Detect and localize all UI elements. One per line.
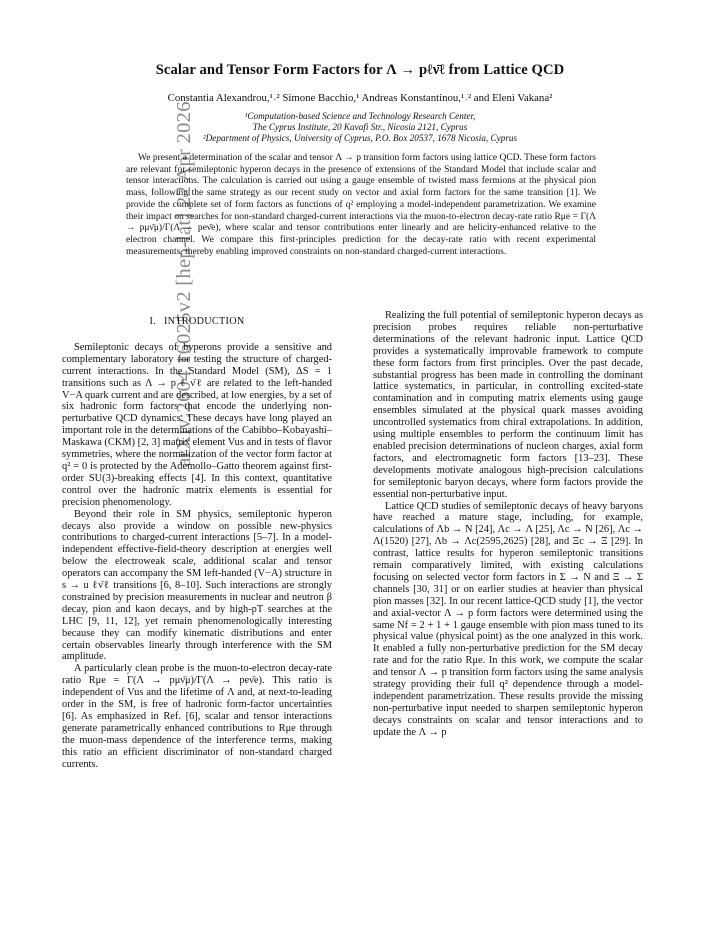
affiliation-line-1: ¹Computation-based Science and Technology Research Center, (244, 111, 476, 121)
section-heading (62, 316, 332, 328)
paper-title: Scalar and Tensor Form Factors for Λ → pℓν̄ℓ from Lattice QCD (155, 62, 565, 78)
author-list: Constantia Alexandrou,¹˒² Simone Bacchio,¹ Andreas Konstantinou,¹˒² and Eleni Vakana² (167, 92, 553, 104)
section-number: I. (149, 316, 156, 327)
arxiv-side-stamp (2, 101, 195, 622)
arxiv-identifier: arXiv:2604.16025v2 [hep-lat] 22 Apr 2026 (173, 101, 195, 467)
paragraph: Beyond their role in SM physics, semileptonic hyperon decays also provide a window on possible new-physics contributions to charged-current interactions [5–7]. In a model-independent effective-field-theory description at energies well below the electroweak scale, additional scalar and tensor operators can accompany the SM left-handed (V−A) structure in s → u ℓν̄ℓ transitions [6, 8–10]. Such interactions are strongly constrained by precision measurements in nuclear and neutron β decay, pion and kaon decays, and by high-pT searches at the LHC [9, 11, 12], yet remain phenomenologically interesting because they can modify kinematic distributions and enter certain observables linearly through interference with the SM amplitude. (62, 508, 332, 663)
left-column (62, 316, 332, 771)
right-column (373, 310, 643, 739)
paragraph: Semileptonic decays of hyperons provide a sensitive and complementary laboratory for testing the structure of charged-current interactions. In the Standard Model (SM), ΔS = 1 transitions such as Λ → p ℓ ν̄ℓ are related to the left-handed V−A quark current and are described, at low energies, by a set of six hadronic form factors that encode the underlying non-perturbative QCD dynamics. These decays have long played an important role in the determinations of the Cabibbo–Kobayashi–Maskawa (CKM) [2, 3] matrix element Vus and in tests of flavor symmetries, where the normalization of the vector form factor at q² = 0 is protected by the Ademollo–Gatto theorem against first-order SU(3)-breaking effects [4]. In this context, quantitative control over the hadronic matrix elements is essential for precision phenomenology. (62, 341, 332, 508)
paragraph: A particularly clean probe is the muon-to-electron decay-rate ratio Rμe = Γ(Λ → pμν̄μ)/Γ(Λ → peν̄e). This ratio is independent of Vus and the lifetime of Λ and, at next-to-leading order in the SM, is free of hadronic form-factor uncertainties [6]. As emphasized in Ref. [6], scalar and tensor interactions generate parametrically enhanced contributions to Rμe through the muon-mass dependence of the interference terms, making this ratio an efficient discriminator of non-standard charged currents. (62, 663, 332, 770)
abstract: We present a determination of the scalar and tensor Λ → p transition form factors using lattice QCD. These form factors are relevant for semileptonic hyperon decays in the presence of extensions of the Standard Model that include scalar and tensor interactions. The calculation is carried out using a gauge ensemble of twisted mass fermions at the physical pion mass, following the same strategy as our recent study on vector and axial form factors for the same transition [1]. We provide the complete set of form factors as functions of q² employing a model-independent parametrization. We examine their impact on searches for non-standard charged-current interactions via the muon-to-electron decay-rate ratio Rμe = Γ(Λ → pμν̄μ)/Γ(Λ → peν̄e), where scalar and tensor contributions enter linearly and are helicity-enhanced relative to the electron channel. We compare this first-principles prediction for the decay-rate ratio with recent experimental measurements, thereby enabling improved constraints on non-standard charged-current interactions. (126, 153, 596, 257)
paragraph: Lattice QCD studies of semileptonic decays of heavy baryons have reached a mature stage, including, for example, calculations of Λb → N [24], Λc → Λ [25], Λc → N [26], Λc → Λ(1520) [27], Λb → Λc(2595,2625) [28], and Ξc → Ξ [29]. In contrast, lattice results for hyperon semileptonic transitions remain comparatively limited, with existing calculations focusing on selected vector form factors in Σ → N and Ξ → Σ channels [30, 31] or on earlier studies at heavier than physical pion masses [32]. In our recent lattice-QCD study [1], the vector and axial-vector Λ → p form factors were determined using the same Nf = 2 + 1 + 1 gauge ensemble with pion mass tuned to its physical value (physical point) as the one analyzed in this work. It enabled a fully non-perturbative prediction for the SM decay rate and for the ratio Rμe. In this work, we compute the scalar and tensor Λ → p transition form factors using the same analysis strategy providing their full q² dependence through a model-independent parametrization. These results provide the missing non-perturbative input needed to sharpen semileptonic hyperon decays constraints on scalar and tensor interactions and to update the Λ → p (373, 500, 643, 738)
affiliation-line-2: The Cyprus Institute, 20 Kavafi Str., Nicosia 2121, Cyprus (252, 122, 468, 132)
section-title: INTRODUCTION (163, 316, 245, 327)
paragraph: Realizing the full potential of semileptonic hyperon decays as precision probes requires reliable non-perturbative determinations of the relevant hadronic input. Lattice QCD provides a systematically improvable framework to compute these form factors from first principles. Over the past decade, substantial progress has been made in controlling the dominant lattice systematics, in particular, in controlling excited-state contamination and in computing matrix elements using gauge ensembles simulated at the physical quark masses avoiding uncontrolled systematics from chiral extrapolations. In addition, using multiple ensembles to perform the continuum limit has enabled precision determinations of nucleon charges, axial form factors, and electromagnetic form factors [13–23]. These developments motivate analogous high-precision calculations for semileptonic baryon decays, where form factors provide the essential non-perturbative input. (373, 310, 643, 500)
affiliation-line-3: ²Department of Physics, University of Cyprus, P.O. Box 20537, 1678 Nicosia, Cyprus (202, 133, 518, 143)
